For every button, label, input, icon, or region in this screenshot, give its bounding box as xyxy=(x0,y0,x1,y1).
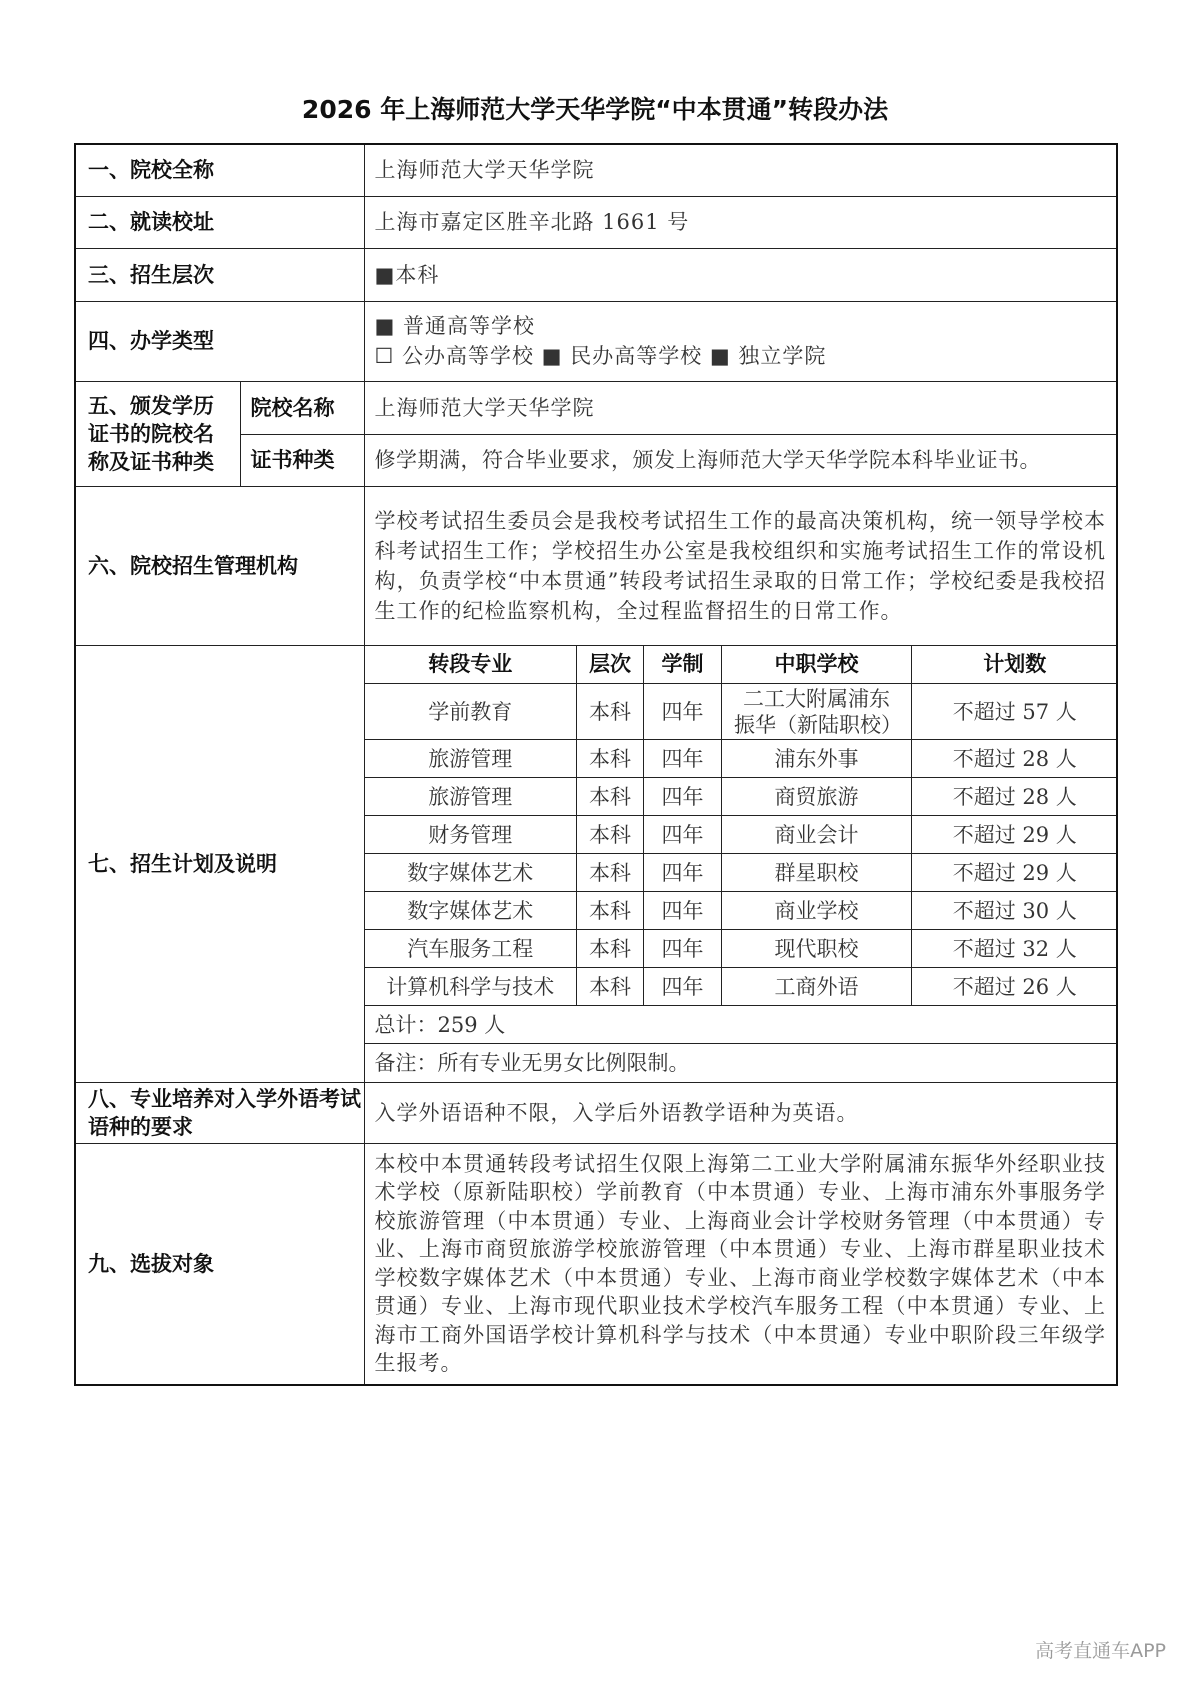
plan-cell-major: 财务管理 xyxy=(365,816,577,854)
plan-cell-quota: 不超过 29 人 xyxy=(912,854,1118,892)
plan-cell-duration: 四年 xyxy=(644,854,722,892)
plan-cell-major: 学前教育 xyxy=(365,684,577,740)
plan-cell-school: 浦东外事 xyxy=(722,740,912,778)
plan-cell-school: 二工大附属浦东振华（新陆职校） xyxy=(722,684,912,740)
plan-row xyxy=(365,816,1118,854)
plan-total: 总计：259 人 xyxy=(365,1006,1118,1044)
plan-cell-level: 本科 xyxy=(577,684,644,740)
plan-note: 备注：所有专业无男女比例限制。 xyxy=(365,1044,1118,1082)
plan-cell-duration: 四年 xyxy=(644,740,722,778)
row-language xyxy=(75,1082,1117,1143)
school-type-line-1: ■ 普通高等学校 xyxy=(374,314,536,338)
plan-cell-major: 旅游管理 xyxy=(365,778,577,816)
row-selection xyxy=(75,1143,1117,1385)
school-type-line-2: ☐ 公办高等学校 ■ 民办高等学校 ■ 独立学院 xyxy=(374,344,827,368)
value-level: ■本科 xyxy=(364,248,1117,301)
plan-cell-duration: 四年 xyxy=(644,778,722,816)
row-school-name xyxy=(75,144,1117,196)
plan-cell-level: 本科 xyxy=(577,892,644,930)
plan-header-row xyxy=(365,646,1118,684)
plan-total-row xyxy=(365,1006,1118,1044)
plan-header-major: 转段专业 xyxy=(365,646,577,684)
watermark: 高考直通车APP xyxy=(1035,1640,1166,1662)
plan-cell-level: 本科 xyxy=(577,816,644,854)
plan-header-quota: 计划数 xyxy=(912,646,1118,684)
plan-cell-quota: 不超过 29 人 xyxy=(912,816,1118,854)
plan-cell-duration: 四年 xyxy=(644,968,722,1006)
plan-cell-quota: 不超过 32 人 xyxy=(912,930,1118,968)
plan-row xyxy=(365,968,1118,1006)
row-school-type xyxy=(75,301,1117,381)
plan-header-level: 层次 xyxy=(577,646,644,684)
plan-note-row xyxy=(365,1044,1118,1082)
plan-cell-major: 计算机科学与技术 xyxy=(365,968,577,1006)
plan-cell-school: 商贸旅游 xyxy=(722,778,912,816)
plan-cell-school: 工商外语 xyxy=(722,968,912,1006)
row-address xyxy=(75,196,1117,248)
label-certificate: 五、颁发学历证书的院校名称及证书种类 xyxy=(75,381,240,486)
plan-header-duration: 学制 xyxy=(644,646,722,684)
plan-row xyxy=(365,778,1118,816)
value-school-name: 上海师范大学天华学院 xyxy=(364,144,1117,196)
plan-cell-school: 群星职校 xyxy=(722,854,912,892)
plan-row xyxy=(365,854,1118,892)
row-level xyxy=(75,248,1117,301)
plan-cell-major: 汽车服务工程 xyxy=(365,930,577,968)
row-plan xyxy=(75,645,1117,1082)
admission-table xyxy=(74,143,1118,1386)
label-management: 六、院校招生管理机构 xyxy=(75,486,364,645)
value-management: 学校考试招生委员会是我校考试招生工作的最高决策机构，统一领导学校本科考试招生工作；学校招生办公室是我校组织和实施考试招生工作的常设机构，负责学校“中本贯通”转段考试招生录取的日常工作；学校纪委是我校招生工作的纪检监察机构，全过程监督招生的日常工作。 xyxy=(364,486,1117,645)
value-address: 上海市嘉定区胜辛北路 1661 号 xyxy=(364,196,1117,248)
plan-cell-quota: 不超过 26 人 xyxy=(912,968,1118,1006)
plan-cell-level: 本科 xyxy=(577,854,644,892)
plan-cell-major: 旅游管理 xyxy=(365,740,577,778)
label-certificate-type: 证书种类 xyxy=(240,434,364,486)
plan-cell-school: 商业学校 xyxy=(722,892,912,930)
label-address: 二、就读校址 xyxy=(75,196,364,248)
value-selection: 本校中本贯通转段考试招生仅限上海第二工业大学附属浦东振华外经职业技术学校（原新陆职校）学前教育（中本贯通）专业、上海市浦东外事服务学校旅游管理（中本贯通）专业、上海商业会计学校财务管理（中本贯通）专业、上海市商贸旅游学校旅游管理（中本贯通）专业、上海市群星职业技术学校数字媒体艺术（中本贯通）专业、上海市商业学校数字媒体艺术（中本贯通）专业、上海市现代职业技术学校汽车服务工程（中本贯通）专业、上海市工商外国语学校计算机科学与技术（中本贯通）专业中职阶段三年级学生报考。 xyxy=(364,1143,1117,1385)
value-language: 入学外语语种不限，入学后外语教学语种为英语。 xyxy=(364,1082,1117,1143)
label-certificate-school: 院校名称 xyxy=(240,381,364,434)
plan-cell-quota: 不超过 28 人 xyxy=(912,778,1118,816)
plan-cell-duration: 四年 xyxy=(644,684,722,740)
plan-cell-quota: 不超过 28 人 xyxy=(912,740,1118,778)
plan-cell-major: 数字媒体艺术 xyxy=(365,892,577,930)
plan-row xyxy=(365,930,1118,968)
label-plan: 七、招生计划及说明 xyxy=(75,645,364,1082)
value-certificate-school: 上海师范大学天华学院 xyxy=(364,381,1117,434)
plan-cell-level: 本科 xyxy=(577,778,644,816)
plan-cell-school: 现代职校 xyxy=(722,930,912,968)
plan-row xyxy=(365,740,1118,778)
row-management xyxy=(75,486,1117,645)
page-title: 2026 年上海师范大学天华学院“中本贯通”转段办法 xyxy=(301,95,889,124)
plan-cell-level: 本科 xyxy=(577,968,644,1006)
plan-cell-quota: 不超过 30 人 xyxy=(912,892,1118,930)
label-school-type: 四、办学类型 xyxy=(75,301,364,381)
plan-cell-major: 数字媒体艺术 xyxy=(365,854,577,892)
label-language: 八、专业培养对入学外语考试语种的要求 xyxy=(75,1082,364,1143)
row-certificate-school xyxy=(75,381,1117,434)
label-school-name: 一、院校全称 xyxy=(75,144,364,196)
plan-cell-level: 本科 xyxy=(577,930,644,968)
label-level: 三、招生层次 xyxy=(75,248,364,301)
plan-cell-school: 商业会计 xyxy=(722,816,912,854)
plan-row xyxy=(365,892,1118,930)
label-selection: 九、选拔对象 xyxy=(75,1143,364,1385)
plan-header-school: 中职学校 xyxy=(722,646,912,684)
plan-row xyxy=(365,684,1118,740)
value-certificate-type: 修学期满，符合毕业要求，颁发上海师范大学天华学院本科毕业证书。 xyxy=(364,434,1117,486)
plan-cell xyxy=(364,645,1117,1082)
plan-cell-quota: 不超过 57 人 xyxy=(912,684,1118,740)
plan-table xyxy=(365,646,1118,1082)
plan-cell-duration: 四年 xyxy=(644,892,722,930)
plan-cell-duration: 四年 xyxy=(644,816,722,854)
plan-cell-level: 本科 xyxy=(577,740,644,778)
value-school-type xyxy=(364,301,1117,381)
plan-cell-duration: 四年 xyxy=(644,930,722,968)
